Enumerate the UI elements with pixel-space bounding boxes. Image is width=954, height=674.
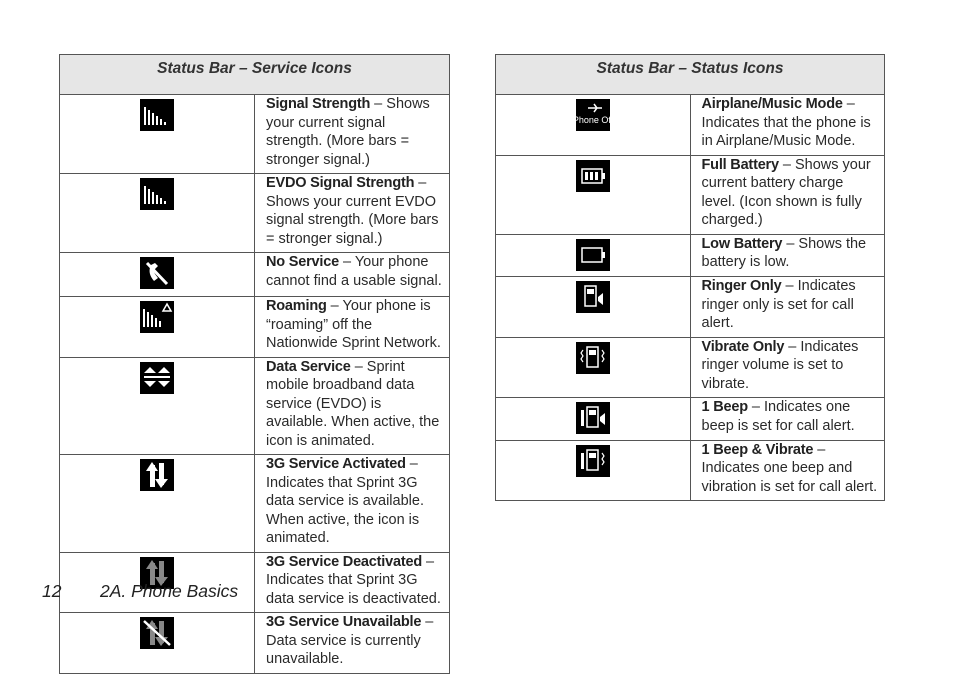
svg-text:Phone Off: Phone Off — [572, 115, 613, 125]
icon-term: 1 Beep — [701, 399, 748, 415]
icon-description-text: – Sprint mobile broadband data service (EVDO) is available. When active, the icon is animated. — [266, 358, 440, 449]
icon-description-text: – Your phone cannot find a usable signal. — [266, 254, 442, 289]
table-row — [60, 357, 450, 455]
icon-description-text: – Indicates that Sprint 3G data service is available. When active, the icon is animated. — [266, 456, 424, 546]
roaming-icon — [140, 301, 174, 333]
icon-cell — [496, 440, 691, 501]
icon-term: Roaming — [266, 298, 327, 314]
icon-term: Vibrate Only — [701, 338, 785, 355]
table-row — [60, 297, 450, 358]
icon-description-text: – Shows the battery is low. — [701, 235, 867, 270]
table-row — [60, 455, 450, 553]
icon-term: EVDO Signal Strength — [266, 175, 415, 191]
table-row — [496, 337, 885, 398]
icon-description — [255, 552, 450, 613]
icon-description-text: – Shows your current battery charge level. (Icon shown is fully charged.) — [701, 156, 871, 228]
evdo-signal-strength-icon — [140, 178, 174, 210]
icon-description — [690, 440, 885, 501]
icon-description — [255, 613, 450, 674]
icon-description — [690, 277, 885, 338]
service-icons-table-title: Status Bar – Service Icons — [60, 55, 450, 95]
table-row — [60, 174, 450, 253]
icon-description-text: – Indicates that the phone is in Airplane/Music Mode. — [701, 96, 871, 149]
page-footer — [42, 581, 238, 602]
table-row — [496, 95, 885, 156]
icon-description — [690, 398, 885, 441]
page-number: 12 — [42, 581, 62, 601]
icon-description — [690, 234, 885, 277]
table-row — [60, 95, 450, 174]
icon-term: Full Battery — [701, 156, 779, 173]
icon-term: 3G Service Unavailable — [266, 614, 422, 630]
low-battery-icon — [576, 239, 610, 271]
icon-description — [255, 357, 450, 455]
icon-description-text: – Indicates ringer volume is set to vibrate. — [701, 338, 859, 392]
icon-cell — [496, 155, 691, 234]
icon-description — [690, 95, 885, 156]
data-service-icon — [140, 362, 174, 394]
icon-term: 3G Service Deactivated — [266, 553, 422, 570]
icon-cell — [60, 174, 255, 253]
icon-description-text: – Indicates one beep and vibration is set for call alert. — [701, 441, 878, 495]
icon-cell — [60, 297, 255, 358]
icon-description-text: – Indicates one beep is set for call alert. — [701, 399, 855, 434]
icon-description-text: – Your phone is “roaming” off the Nationwide Sprint Network. — [266, 298, 441, 351]
ringer-only-icon — [576, 281, 610, 313]
table-row — [496, 398, 885, 441]
vibrate-only-icon — [576, 342, 610, 374]
table-row — [496, 234, 885, 277]
icon-description — [255, 174, 450, 253]
airplane-mode-icon — [572, 99, 613, 131]
3g-activated-icon — [140, 459, 174, 491]
icon-cell — [496, 277, 691, 338]
icon-description — [690, 155, 885, 234]
one-beep-vibrate-icon — [576, 445, 610, 477]
icon-term: Data Service — [266, 358, 351, 375]
icon-term: No Service — [266, 254, 339, 270]
icon-description-text: – Shows your current signal strength. (More bars = stronger signal.) — [266, 96, 430, 168]
icon-cell — [496, 95, 691, 156]
icon-description-text: – Data service is currently unavailable. — [266, 614, 434, 667]
table-row — [496, 155, 885, 234]
icon-description — [255, 297, 450, 358]
table-row — [496, 440, 885, 501]
table-row — [496, 277, 885, 338]
icon-description-text: – Indicates ringer only is set for call alert. — [701, 278, 856, 331]
icon-term: 3G Service Activated — [266, 456, 406, 472]
icon-cell — [60, 613, 255, 674]
one-beep-icon — [576, 402, 610, 434]
icon-description-text: – Shows your current EVDO signal strength. (More bars = stronger signal.) — [266, 175, 439, 247]
full-battery-icon — [576, 160, 610, 192]
icon-term: 1 Beep & Vibrate — [701, 441, 814, 458]
status-icons-table — [495, 54, 885, 501]
no-service-icon — [140, 257, 174, 289]
icon-cell — [60, 455, 255, 553]
icon-description — [255, 455, 450, 553]
icon-cell — [496, 398, 691, 441]
icon-term: Ringer Only — [701, 278, 782, 294]
icon-cell — [496, 234, 691, 277]
table-row — [60, 613, 450, 674]
icon-description — [255, 253, 450, 297]
icon-cell — [60, 253, 255, 297]
icon-term: Signal Strength — [266, 96, 371, 112]
icon-cell — [60, 357, 255, 455]
icon-description — [690, 337, 885, 398]
icon-term: Airplane/Music Mode — [701, 96, 843, 112]
status-icons-table-title: Status Bar – Status Icons — [496, 55, 885, 95]
icon-cell — [496, 337, 691, 398]
section-title: 2A. Phone Basics — [100, 581, 239, 601]
icon-description-text: – Indicates that Sprint 3G data service is deactivated. — [266, 553, 441, 607]
icon-cell — [60, 95, 255, 174]
table-row — [60, 253, 450, 297]
signal-strength-icon — [140, 99, 174, 131]
icon-term: Low Battery — [701, 235, 783, 252]
3g-unavailable-icon — [140, 617, 174, 649]
icon-description — [255, 95, 450, 174]
